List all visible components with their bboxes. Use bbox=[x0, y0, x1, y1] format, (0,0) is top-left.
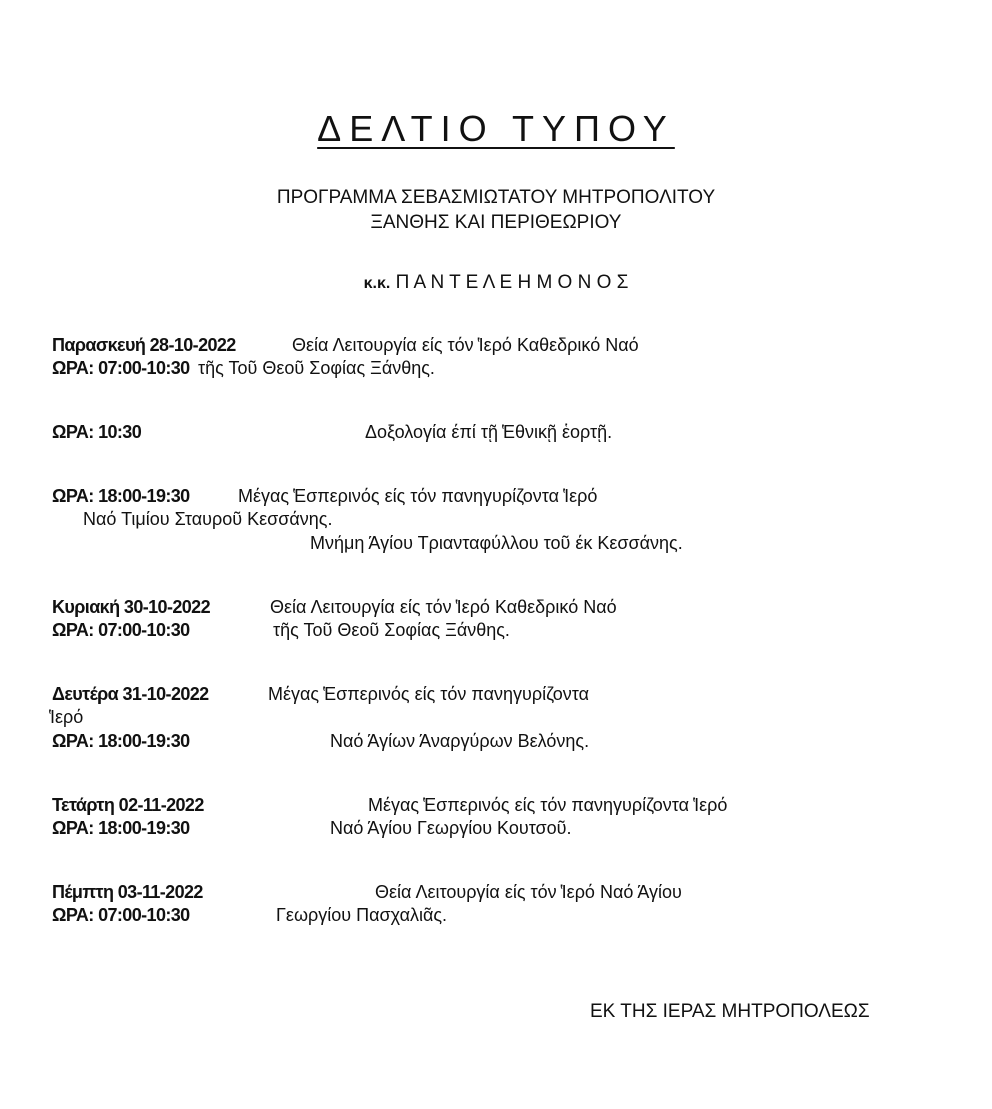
event-text: Μέγας ̔Εσπερινός είς τόν πανηγυρίζοντα ̔Ιερό bbox=[238, 486, 598, 506]
time-label: ΩΡΑ: 18:00-19:30 bbox=[52, 731, 190, 751]
event-text: Ναό Άγίων Άναργύρων Βελόνης. bbox=[330, 731, 590, 751]
event-text: Θεία Λειτουργία είς τόν ̔Ιερό Καθεδρικό Ναό bbox=[270, 597, 617, 617]
event-text: Δοξολογία έπί τῇ ̔Εθνικῇ ἑορτῇ. bbox=[365, 422, 613, 442]
event-text: Ναό Άγίου Γεωργίου Κουτσοῦ. bbox=[330, 818, 572, 838]
date-label: Κυριακή 30-10-2022 bbox=[52, 597, 210, 617]
event-text: Μέγας ̔Εσπερινός είς τόν πανηγυρίζοντα bbox=[268, 684, 590, 704]
time-label: ΩΡΑ: 07:00-10:30 bbox=[52, 620, 190, 640]
name: Π Α Ν Τ Ε Λ Ε Η Μ Ο Ν Ο Σ bbox=[395, 272, 629, 293]
event-text: Μνήμη Άγίου Τριανταφύλλου τοῦ έκ Κεσσάνης. bbox=[310, 533, 683, 553]
event-text: τῆς Τοῦ Θεοῦ Σοφίας Ξάνθης. bbox=[273, 620, 510, 640]
metropolitan-name bbox=[0, 271, 992, 296]
event-text: Ναό Τιμίου Σταυροῦ Κεσσάνης. bbox=[83, 509, 333, 529]
footer-signature: ΕΚ ΤΗΣ ΙΕΡΑΣ ΜΗΤΡΟΠΟΛΕΩΣ bbox=[590, 1001, 870, 1022]
honorific: κ.κ. bbox=[363, 275, 391, 292]
event-text: Γεωργίου Πασχαλιᾶς. bbox=[276, 905, 448, 925]
time-label: ΩΡΑ: 18:00-19:30 bbox=[52, 486, 190, 506]
event-text: Μέγας ̔Εσπερινός είς τόν πανηγυρίζοντα ̔Ιερό bbox=[368, 795, 728, 815]
event-text: τῆς Τοῦ Θεοῦ Σοφίας Ξάνθης. bbox=[198, 358, 435, 378]
date-label: Παρασκευή 28-10-2022 bbox=[52, 335, 236, 355]
event-text: ̔Ιερό bbox=[50, 707, 84, 727]
time-label: ΩΡΑ: 10:30 bbox=[52, 422, 142, 442]
page-title bbox=[0, 108, 992, 150]
event-text: Θεία Λειτουργία είς τόν ̔Ιερό Καθεδρικό Ναό bbox=[292, 335, 639, 355]
date-label: Δευτέρα 31-10-2022 bbox=[52, 684, 209, 704]
date-label: Πέμπτη 03-11-2022 bbox=[52, 882, 203, 902]
subtitle-line-1: ΠΡΟΓΡΑΜΜΑ ΣΕΒΑΣΜΙΩΤΑΤΟΥ ΜΗΤΡΟΠΟΛΙΤΟΥ bbox=[276, 187, 716, 208]
date-label: Τετάρτη 02-11-2022 bbox=[52, 795, 204, 815]
title-text: ΔΕΛΤΙΟ ΤΥΠΟΥ bbox=[317, 108, 675, 149]
event-text: Θεία Λειτουργία είς τόν ̔Ιερό Ναό Άγίου bbox=[375, 882, 682, 902]
subtitle-line-2: ΞΑΝΘΗΣ ΚΑΙ ΠΕΡΙΘΕΩΡΙΟΥ bbox=[370, 212, 622, 233]
time-label: ΩΡΑ: 07:00-10:30 bbox=[52, 905, 190, 925]
time-label: ΩΡΑ: 18:00-19:30 bbox=[52, 818, 190, 838]
time-label: ΩΡΑ: 07:00-10:30 bbox=[52, 358, 190, 378]
